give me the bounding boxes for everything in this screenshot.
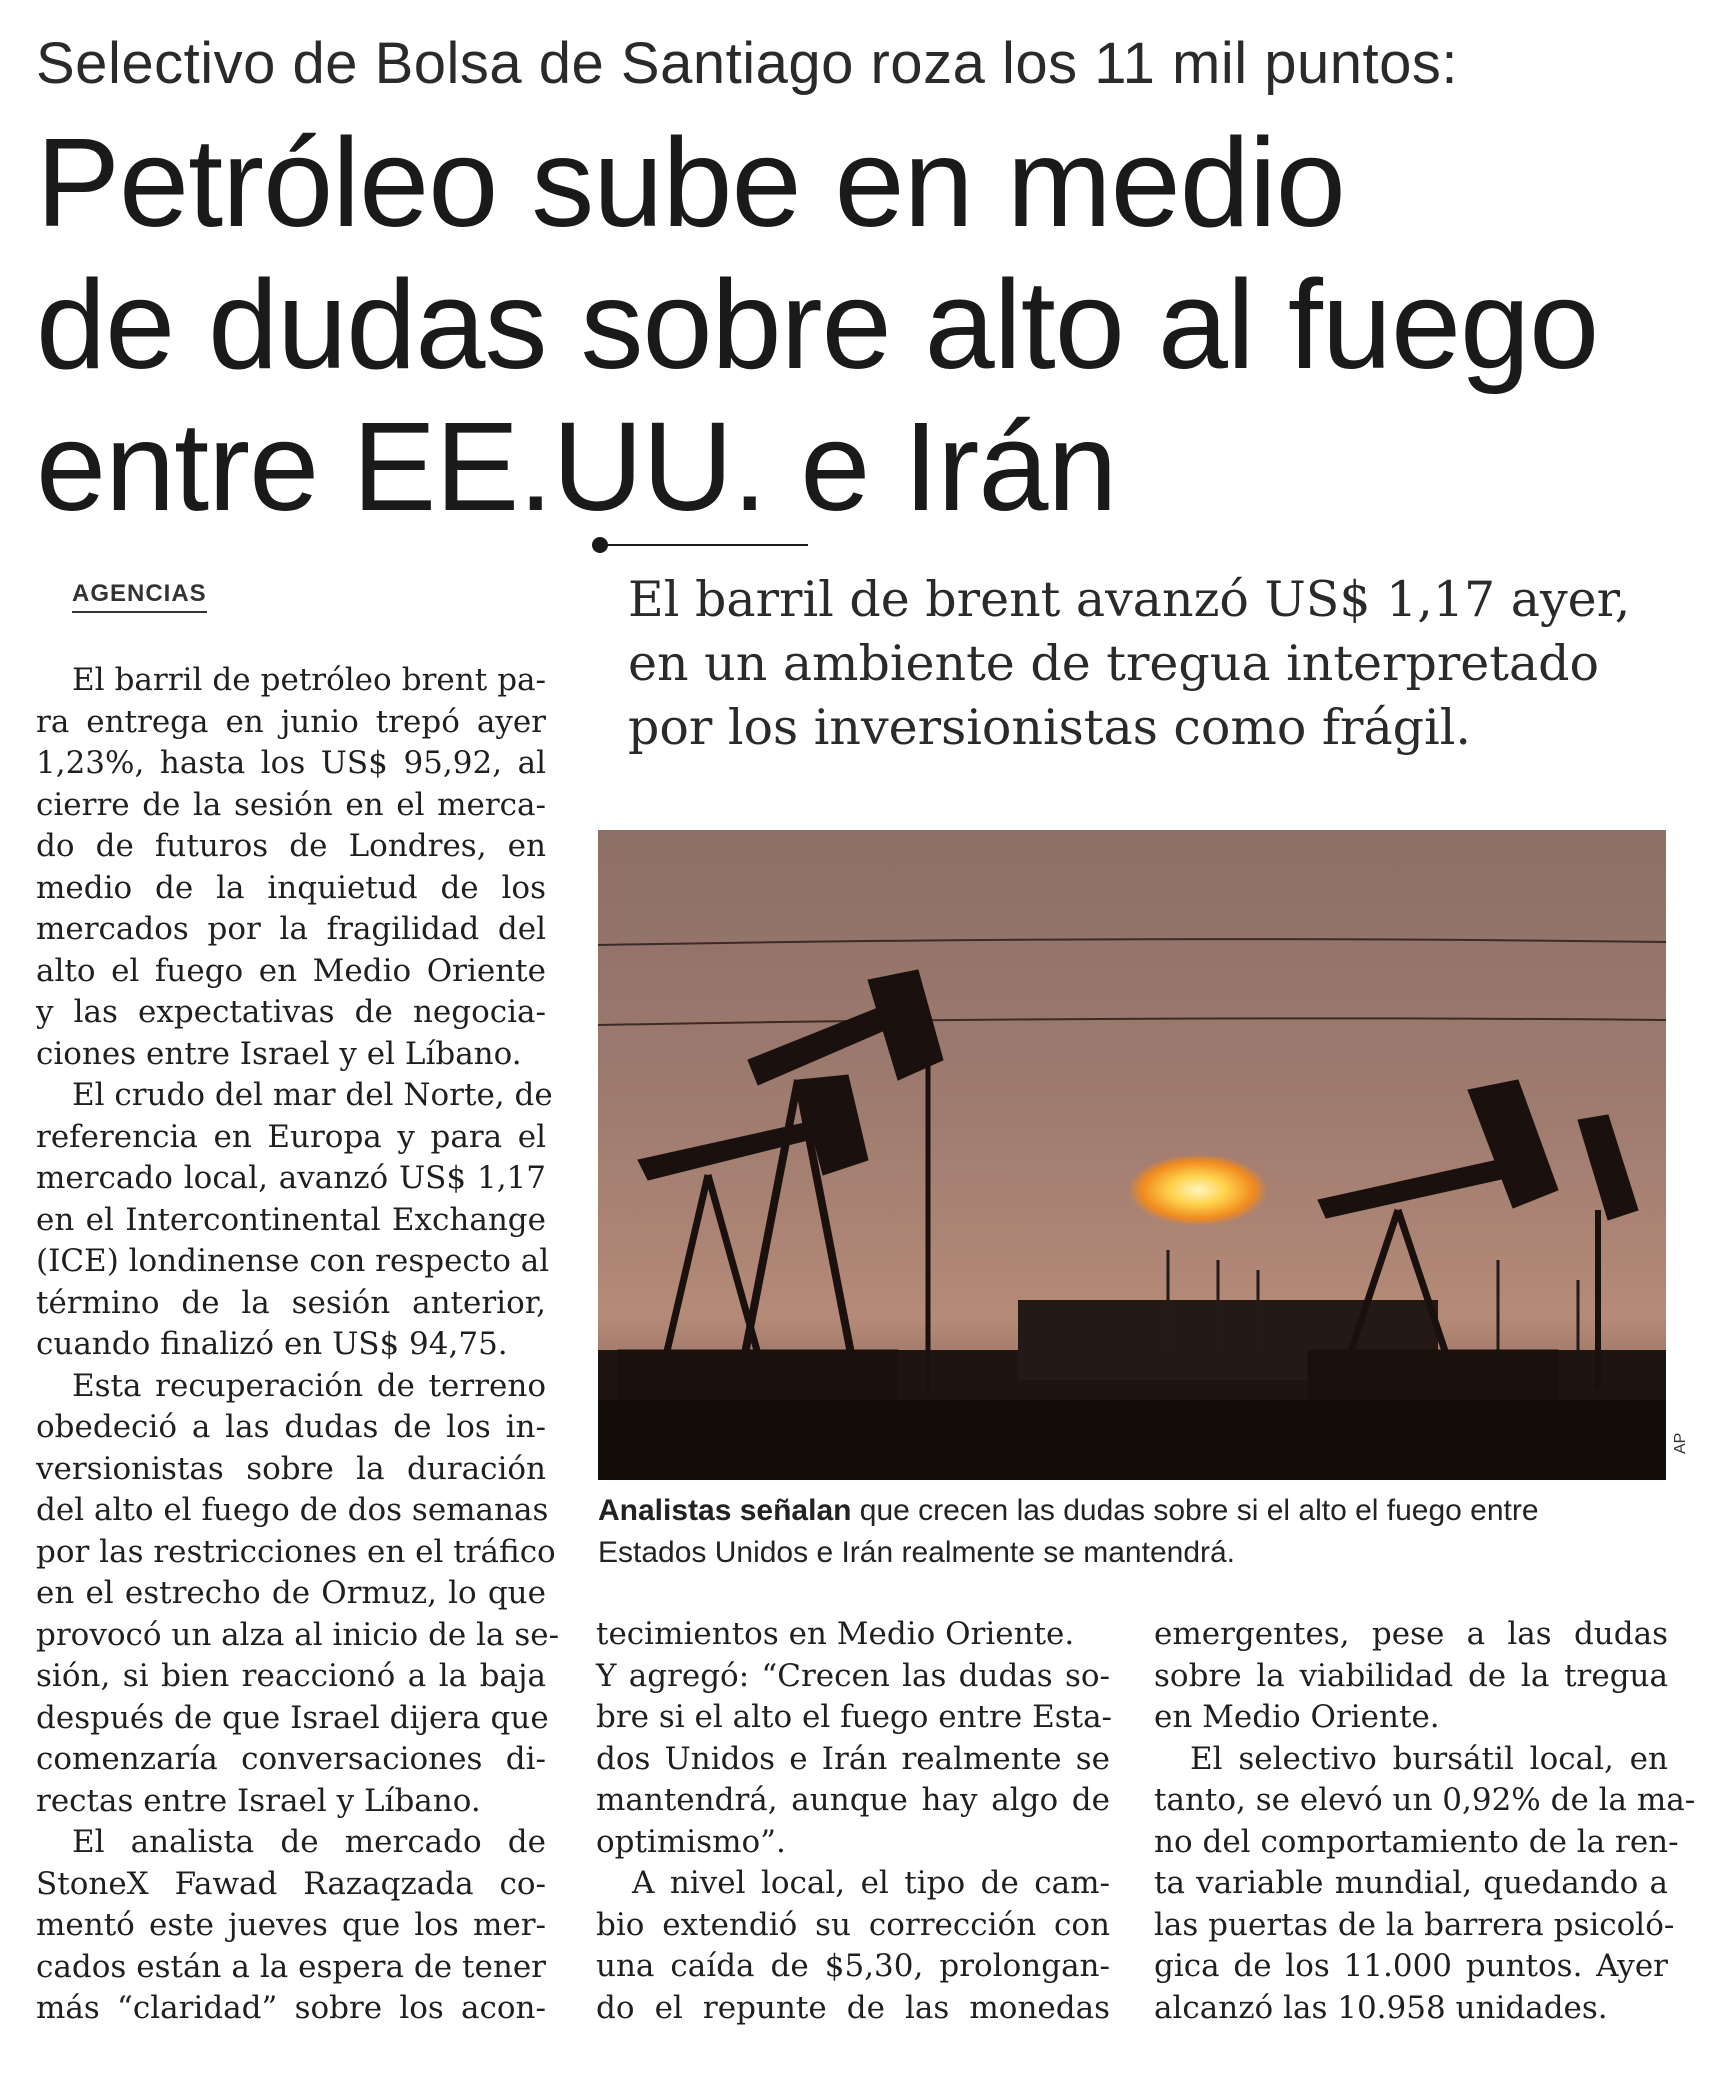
body-line: A nivel local, el tipo de cam- <box>632 1865 1110 1901</box>
body-line: El selectivo bursátil local, en <box>1190 1740 1668 1777</box>
body-line: tanto, se elevó un 0,92% de la ma- <box>1154 1782 1696 1818</box>
body-line: tecimientos en Medio Oriente. <box>596 1616 1075 1652</box>
divider-line <box>598 544 808 546</box>
body-line: Esta recuperación de terreno <box>72 1367 546 1404</box>
body-line: rectas entre Israel y Líbano. <box>36 1782 481 1819</box>
body-line: término de la sesión anterior, <box>36 1284 546 1321</box>
body-line: optimismo”. <box>596 1823 786 1860</box>
body-line: Y agregó: “Crecen las dudas so- <box>596 1657 1110 1694</box>
oil-pumps-sunset-image <box>598 830 1666 1480</box>
subhead-line: en un ambiente de tregua interpretado <box>628 635 1600 692</box>
body-line: las puertas de la barrera psicoló- <box>1154 1906 1675 1943</box>
body-line: y las expectativas de negocia- <box>36 994 546 1030</box>
caption-lead: Analistas señalan <box>598 1494 852 1527</box>
article-column-1 <box>36 660 560 2030</box>
body-line: El crudo del mar del Norte, de <box>72 1077 553 1113</box>
headline-line: Petróleo sube en medio <box>36 112 1345 253</box>
kicker: Selectivo de Bolsa de Santiago roza los 11 mil puntos: <box>36 31 1458 96</box>
body-line: (ICE) londinense con respecto al <box>36 1243 550 1279</box>
body-line: cados están a la espera de tener <box>36 1948 546 1985</box>
body-line: ra entrega en junio trepó ayer <box>36 703 546 740</box>
news-photo <box>598 830 1666 1480</box>
body-line: El barril de petróleo brent pa- <box>72 662 546 698</box>
body-line: no del comportamiento de la ren- <box>1154 1823 1679 1860</box>
byline: AGENCIAS <box>72 580 207 613</box>
subhead-line: por los inversionistas como frágil. <box>628 699 1471 756</box>
body-line: mentó este jueves que los mer- <box>36 1907 546 1943</box>
subhead-line: El barril de brent avanzó US$ 1,17 ayer, <box>628 571 1631 628</box>
photo-caption <box>598 1490 1678 1574</box>
article-column-2 <box>596 1614 1113 2029</box>
subhead <box>628 568 1688 760</box>
body-line: del alto el fuego de dos semanas <box>36 1492 549 1528</box>
body-line: gica de los 11.000 puntos. Ayer <box>1154 1948 1668 1984</box>
headline-line: entre EE.UU. e Irán <box>36 396 1117 537</box>
body-line: bre si el alto el fuego entre Esta- <box>596 1699 1113 1735</box>
body-line: ta variable mundial, quedando a <box>1154 1865 1668 1901</box>
body-line: alto el fuego en Medio Oriente <box>36 952 546 989</box>
body-line: StoneX Fawad Razaqzada co- <box>36 1865 546 1902</box>
body-line: en Medio Oriente. <box>1154 1699 1440 1735</box>
headline-line: de dudas sobre alto al fuego <box>36 254 1599 395</box>
body-line: una caída de $5,30, prolongan- <box>596 1948 1110 1984</box>
body-line: El analista de mercado de <box>72 1824 546 1860</box>
body-line: ciones entre Israel y el Líbano. <box>36 1035 522 1072</box>
body-line: emergentes, pese a las dudas <box>1154 1616 1668 1652</box>
body-line: después de que Israel dijera que <box>36 1699 549 1736</box>
body-line: comenzaría conversaciones di- <box>36 1741 546 1777</box>
body-line: mercados por la fragilidad del <box>36 911 546 947</box>
body-line: más “claridad” sobre los acon- <box>36 1990 546 2026</box>
caption-line: Estados Unidos e Irán realmente se mantendrá. <box>598 1536 1236 1569</box>
body-line: dos Unidos e Irán realmente se <box>596 1740 1110 1777</box>
body-line: mantendrá, aunque hay algo de <box>596 1782 1110 1818</box>
body-line: sión, si bien reaccionó a la baja <box>36 1658 546 1694</box>
body-line: do el repunte de las monedas <box>596 1989 1110 2026</box>
body-line: provocó un alza al inicio de la se- <box>36 1616 560 1653</box>
body-line: versionistas sobre la duración <box>36 1450 546 1487</box>
body-line: cierre de la sesión en el merca- <box>36 786 546 823</box>
body-line: sobre la viabilidad de la tregua <box>1154 1657 1668 1694</box>
article-column-3 <box>1154 1614 1696 2029</box>
caption-line <box>598 1490 1678 1532</box>
body-line: en el Intercontinental Exchange <box>36 1201 546 1238</box>
body-line: bio extendió su corrección con <box>596 1906 1110 1943</box>
body-line: alcanzó las 10.958 unidades. <box>1154 1989 1608 2026</box>
body-line: 1,23%, hasta los US$ 95,92, al <box>36 745 546 781</box>
headline <box>36 112 1696 538</box>
caption-text: que crecen las dudas sobre si el alto el fuego entre <box>859 1494 1539 1527</box>
photo-credit: AP <box>1672 1432 1689 1454</box>
body-line: mercado local, avanzó US$ 1,17 <box>36 1160 546 1196</box>
body-line: en el estrecho de Ormuz, lo que <box>36 1575 546 1611</box>
body-line: cuando finalizó en US$ 94,75. <box>36 1326 508 1362</box>
body-line: referencia en Europa y para el <box>36 1118 546 1155</box>
body-line: por las restricciones en el tráfico <box>36 1533 556 1570</box>
body-line: do de futuros de Londres, en <box>36 828 546 864</box>
body-line: obedeció a las dudas de los in- <box>36 1409 546 1445</box>
body-line: medio de la inquietud de los <box>36 869 546 906</box>
